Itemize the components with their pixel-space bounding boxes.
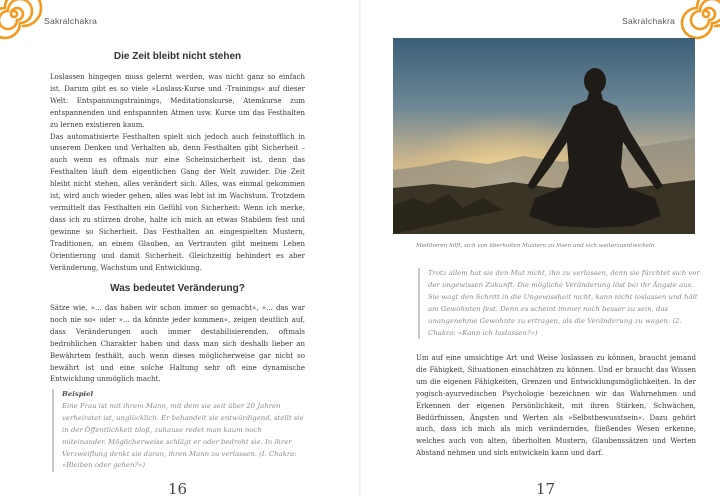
example-box: [52, 389, 306, 472]
paragraph: Das automatisierte Festhalten spielt sich jedoch auch feinstofflich in unserem Denken und Verhalten ab, denn Festhalten gibt Sicherheit – auch wenn es oftmals nur eine Scheinsicherheit ist, denn das Festhalten läuft dem eigentlichen Gang der Welt zuwider. Die Zeit bleibt nicht stehen, alles verändert sich. Alles, was einmal gekommen ist, wird auch wieder gehen, alles was lebt ist im Wachstum. Trotzdem vermittelt das Festhalten ein Gefühl von Sicherheit: Wenn ich merke, dass ich zu stürzen drohe, halte ich mich an etwas Stabilem fest und gewinne so Sicherheit. Das Festhalten an eingespielten Mustern, Traditionen, an einem Glauben, an Vertrauten gibt meinem Leben Orientierung und damit Sicherheit. Gleichzeitig behindert es aber Veränderung, Wachstum und Entwicklung.: [50, 132, 305, 272]
page-number: 17: [536, 480, 556, 498]
meditation-photo: [393, 38, 695, 234]
page-number: 16: [168, 480, 188, 498]
section-heading: Was bedeutet Veränderung?: [110, 283, 245, 294]
paragraph: Um auf eine umsichtige Art und Weise loslassen zu können, braucht jemand die Fähigkeit, Situationen einschätzen zu können. Und er braucht das Wissen um die eigenen Fähigkeiten, Grenzen und Entwicklungsmöglichkeiten. In der yogisch-ayurvedischen Psychologie bezeichnen wir das Wahrnehmen und Erkennen der eigenen Persönlichkeit, mit ihren Stärken, Schwächen, Bedürfnissen, Ängsten und Werten als »Selbstbewusstsein«. Dazu gehört auch, dass ich mich als mich veränderndes, fließendes Wesen erkenne, welches auch von alten, überholten Mustern, Glaubenssätzen und Werten Abstand nehmen und sich entwickeln kann und darf.: [416, 354, 696, 458]
body-text: [50, 72, 305, 274]
example-text: Eine Frau ist mit ihrem Mann, mit dem sie seit über 20 Jahren verheiratet ist, unglücklich. Er behandelt sie entwürdigend, stellt sie in der Öffentlichkeit bloß, zuhause redet man kaum noch miteinander. Möglicherweise schlägt er oder bedroht sie. In ihrer Verzweiflung denkt sie daran, ihren Mann zu verlassen. (I. Chakra: »Bleiben oder gehen?«): [62, 401, 304, 470]
example-title: Beispiel: [62, 390, 94, 398]
example-text: Trotz allem hat sie den Mut nicht, ihn zu verlassen, denn sie fürchtet sich vor der ungewissen Zukunft. Die mögliche Veränderung löst bei ihr Ängste aus. Sie wagt den Schritt in die Ungewissheit nicht, kann nicht loslassen und hält am Gewohnten fest. Denn es scheint immer noch besser zu sein, das unangenehme Gewohnte zu ertragen, als die Veränderung zu wagen. (2. Chakra: »Kann ich loslassen?«): [428, 269, 700, 337]
photo-caption: Meditieren hilft, sich von überholten Mustern zu lösen und sich weiterzuentwickeln.: [416, 243, 657, 249]
section-heading: Die Zeit bleibt nicht stehen: [113, 51, 242, 62]
body-text: [50, 303, 305, 386]
paragraph: Sätze wie, »... das haben wir schon immer so gemacht«, »... das war noch nie so« oder »... da könnte jeder kommen«, zeigen deutlich auf, dass Veränderungen auch immer destabilisierenden, oftmals bedrohlichen Charakter haben und dass man sich deshalb lieber an Bewährtem festhält, auch wenn dieses möglicherweise gar nicht so bewährt ist und eine solche Haltung sehr oft eine dynamische Entwicklung unmöglich macht.: [50, 304, 305, 384]
example-continuation-box: [418, 268, 704, 339]
running-header: Sakralchakra: [44, 16, 98, 26]
swirl-logo-icon: [0, 0, 48, 48]
body-text: [416, 353, 696, 460]
running-header: Sakralchakra: [622, 16, 676, 26]
meditation-silhouette-image: [393, 38, 695, 234]
paragraph: Loslassen hingegen muss gelernt werden, was nicht ganz so einfach ist. Darum gibt es so viele »Loslass-Kurse und -Trainings« auf dieser Welt: Entspannungstrainings, Meditationskurse, Atemkurse zum entspannenden und entspannten Atmen usw. Kurse um das Festhalten zu lernen existieren kaum.: [50, 73, 305, 129]
